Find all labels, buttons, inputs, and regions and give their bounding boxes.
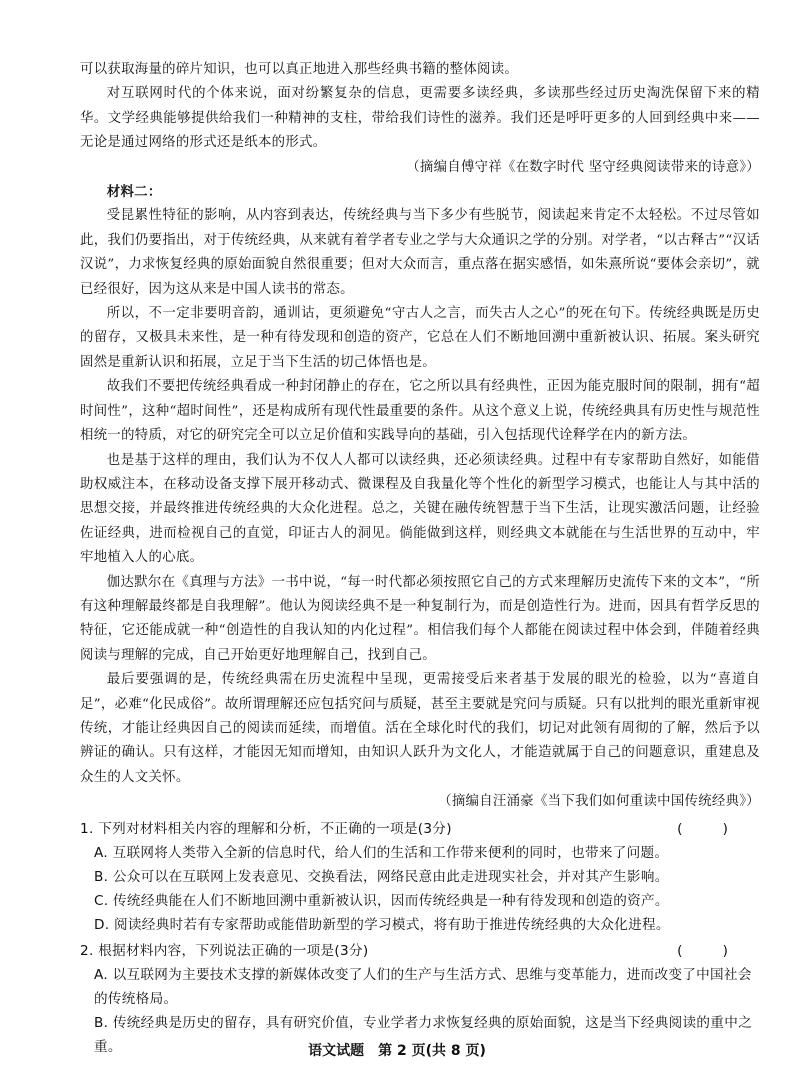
source-citation: （摘编自汪涌豪《当下我们如何重读中国传统经典》） <box>438 794 760 810</box>
source-citation: （摘编自傅守祥《在数字时代 坚守经典阅读带来的诗意》） <box>406 159 760 175</box>
article-paragraph: 伽达默尔在《真理与方法》一书中说，“每一时代都必须按照它自己的方式来理解历史流传下来的文本”，“所有这种理解最终都是自我理解”。他认为阅读经典不是一种复制行为，而是创造性行为。进而，因具有哲学反思的特征，它还能成就一种“创造性的自我认知的内化过程”。相信我们每个人都能在阅读过程中体会到，伴随着经典阅读与理解的完成，自己开始更好地理解自己，找到自己。 <box>80 574 760 663</box>
question-stem: 1. 下列对材料相关内容的理解和分析，不正确的一项是(3分) <box>80 820 452 837</box>
question-stem-row <box>80 817 760 841</box>
page-content <box>80 58 760 1059</box>
article-paragraph: 对互联网时代的个体来说，面对纷繁复杂的信息，更需要多读经典，多读那些经过历史淘洗保留下来的精华。文学经典能够提供给我们一种精神的支柱，带给我们诗性的滋养。我们还是呼吁更多的人回到经典中来——无论是通过网络的形式还是纸本的形式。 <box>80 86 760 151</box>
material-heading: 材料二： <box>106 184 162 201</box>
answer-option[interactable]: D. 阅读经典时若有专家帮助或能借助新型的学习模式，将有助于推进传统经典的大众化进程。 <box>94 916 670 933</box>
article-paragraph: 所以，不一定非要明音韵，通训诂，更须避免“守古人之言，而失古人之心”的死在句下。传统经典既是历史的留存，又极具未来性，是一种有待发现和创造的资产，它总在人们不断地回溯中重新被认识、拓展。案头研究固然是重新认识和拓展，立足于当下生活的切己体悟也是。 <box>80 306 760 370</box>
answer-option[interactable]: C. 传统经典能在人们不断地回溯中重新被认识，因而传统经典是一种有待发现和创造的资产。 <box>94 892 669 909</box>
article-paragraph: 也是基于这样的理由，我们认为不仅人人都可以读经典，还必须读经典。过程中有专家帮助自然好，如能借助权威注本，在移动设备支撑下展开移动式、微课程及自我量化等个性化的新型学习模式，也能让人与其中活的思想交接，并最终推进传统经典的大众化进程。总之，关键在融传统智慧于当下生活，让现实激活问题，让经验佐证经典，进而检视自己的直觉，印证古人的洞见。倘能做到这样，则经典文本就能在与生活世界的互动中，牢牢地植入人的心底。 <box>80 452 760 566</box>
answer-option[interactable]: A. 互联网将人类带入全新的信息时代，给人们的生活和工作带来便利的同时，也带来了问题。 <box>94 844 669 861</box>
question-stem-row <box>80 939 760 963</box>
question-stem: 2. 根据材料内容，下列说法正确的一项是(3分) <box>80 942 369 959</box>
answer-blank[interactable]: ( ) <box>677 942 746 959</box>
answer-option[interactable]: A. 以互联网为主要技术支撑的新媒体改变了人们的生产与生活方式、思维与变革能力，进而改变了中国社会的传统格局。 <box>94 966 752 1007</box>
article-paragraph: 最后要强调的是，传统经典需在历史流程中呈现，更需接受后来者基于发展的眼光的检验，以为“喜道自足”，必难“化民成俗”。故所谓理解还应包括究问与质疑，甚至主要就是究问与质疑。只有以批判的眼光重新审视传统，才能让经典因自己的阅读而延续，而增值。活在全球化时代的我们，切记对此领有周彻的了解，然后予以辨证的确认。只有这样，才能因无知而增知，由知识人跃升为文化人，才能造就属于自己的问题意识，重建息及众生的人文关怀。 <box>80 672 760 785</box>
page-footer: 语文试题 第 2 页(共 8 页) <box>308 1043 486 1059</box>
article-paragraph: 故我们不要把传统经典看成一种封闭静止的存在，它之所以具有经典性，正因为能克服时间的限制，拥有“超时间性”，这种“超时间性”，还是构成所有现代性最重要的条件。从这个意义上说，传统经典具有历史性与规范性相统一的特质，对它的研究完全可以立足价值和实践导向的基础，引入包括现代诠释学在内的新方法。 <box>80 379 760 444</box>
answer-option[interactable]: B. 公众可以在互联网上发表意见、交换看法，网络民意由此走进现实社会，并对其产生影响。 <box>94 868 669 885</box>
article-paragraph: 受昆累性特征的影响，从内容到表达，传统经典与当下多少有些脱节，阅读起来肯定不太轻松。不过尽管如此，我们仍要指出，对于传统经典，从来就有着学者专业之学与大众通识之学的分别。对学者，“以古释古”“汉话汉说”，力求恢复经典的原始面貌自然很重要；但对大众而言，重点落在据实感悟，如朱熹所说“要体会亲切”，就已经很好，因为这从来是中国人读书的常态。 <box>80 208 760 297</box>
answer-blank[interactable]: ( ) <box>677 820 746 837</box>
question-1 <box>80 817 760 937</box>
article-paragraph: 可以获取海量的碎片知识，也可以真正地进入那些经典书籍的整体阅读。 <box>80 62 519 77</box>
answer-option[interactable]: B. 传统经典是历史的留存，具有研究价值，专业学者力求恢复经典的原始面貌，这是当下经典阅读的重中之重。 <box>94 1014 752 1055</box>
